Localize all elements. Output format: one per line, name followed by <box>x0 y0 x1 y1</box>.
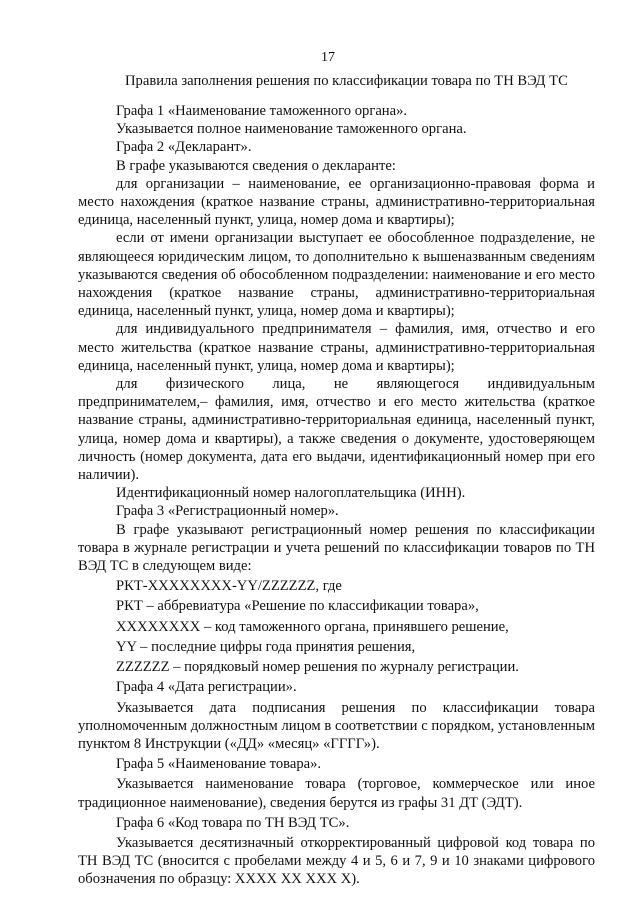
paragraph-reg-x: XXXXXXXX – код таможенного органа, принявшего решение, <box>116 618 509 635</box>
paragraph-field-4-heading: Графа 4 «Дата регистрации». <box>116 679 297 696</box>
paragraph-inn: Идентификационный номер налогоплательщика (ИНН). <box>116 485 466 502</box>
document-body <box>78 102 595 889</box>
paragraph-entrepreneur: для индивидуального предпринимателя – фамилия, имя, отчество и его место жительства (краткое название страны, административно-территориальная единица, населенный пункт, улица, номер дома и квартиры); <box>78 321 595 374</box>
paragraph-field-2-heading: Графа 2 «Декларант». <box>116 139 252 156</box>
paragraph-field-1-text: Указывается полное наименование таможенного органа. <box>116 121 467 138</box>
paragraph-reg-format: РКТ-XXXXXXXX-YY/ZZZZZZ, где <box>116 578 342 595</box>
document-title: Правила заполнения решения по классификации товара по ТН ВЭД ТС <box>125 73 568 89</box>
paragraph-individual: для физического лица, не являющегося индивидуальным предпринимателем,– фамилия, имя, отчество и его место жительства (краткое название страны, административно-территориальная единица, населенный пункт, улица, номер дома и квартиры), а также сведения о документе, удостоверяющем личность (номер документа, дата его выдачи, идентификационный номер при его наличии). <box>78 376 595 484</box>
paragraph-field-3-text: В графе указывают регистрационный номер решения по классификации товара в журнале регистрации и учета решений по классификации товаров по ТН ВЭД ТС в следующем виде: <box>78 521 595 575</box>
paragraph-field-1-heading: Графа 1 «Наименование таможенного органа». <box>116 103 408 119</box>
paragraph-reg-y: YY – последние цифры года принятия решения, <box>116 638 416 655</box>
paragraph-field-5-text: Указывается наименование товара (торговое, коммерческое или иное традиционное наименование), сведения берутся из графы 31 ДТ (ЭДТ). <box>78 776 595 811</box>
page-number: 17 <box>321 50 335 65</box>
paragraph-field-3-heading: Графа 3 «Регистрационный номер». <box>116 503 339 520</box>
paragraph-field-5-heading: Графа 5 «Наименование товара». <box>116 756 322 773</box>
paragraph-field-4-text: Указывается дата подписания решения по классификации товара уполномоченным должностным лицом в соответствии с порядком, установленным пунктом 8 Инструкции («ДД» «месяц» «ГГГГ»). <box>78 699 595 752</box>
paragraph-field-6-text: Указывается десятизначный откорректированный цифровой код товара по ТН ВЭД ТС (вносится с пробелами между 4 и 5, 6 и 7, 9 и 10 знаками цифрового обозначения по образцу: XXXX XX XXX X). <box>78 834 595 888</box>
paragraph-organization: для организации – наименование, ее организационно-правовая форма и место нахождения (краткое название страны, административно-территориальная единица, населенный пункт, улица, номер дома и квартиры); <box>78 175 595 229</box>
paragraph-subdivision: если от имени организации выступает ее обособленное подразделение, не являющееся юридическим лицом, то дополнительно к вышеназванным сведениям указываются сведения об обособленном подразделении: наименование и его место нахождения (краткое название страны, административно-территориальная единица, населенный пункт, улица, номер дома и квартиры); <box>78 230 595 320</box>
paragraph-field-2-intro: В графе указываются сведения о декларанте: <box>116 157 396 174</box>
paragraph-reg-rkt: РКТ – аббревиатура «Решение по классификации товара», <box>116 598 479 615</box>
paragraph-field-6-heading: Графа 6 «Код товара по ТН ВЭД ТС». <box>116 814 350 831</box>
paragraph-reg-z: ZZZZZZ – порядковый номер решения по журналу регистрации. <box>116 659 519 676</box>
